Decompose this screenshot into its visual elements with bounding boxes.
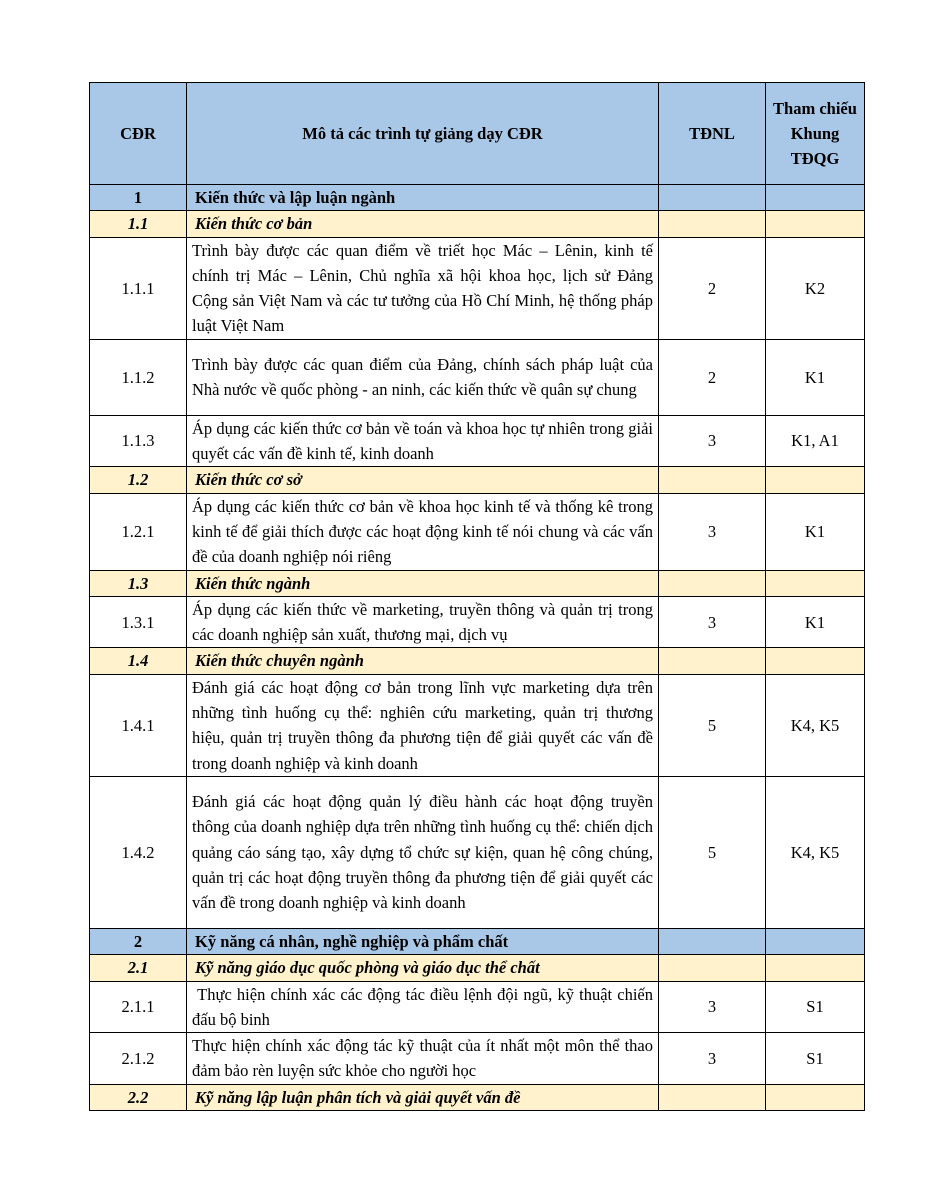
table-body — [90, 185, 865, 1111]
section-row — [90, 928, 865, 954]
outcome-code: 1.1.2 — [90, 339, 187, 415]
outcome-code: 1.4.1 — [90, 674, 187, 776]
header-level: TĐNL — [659, 83, 766, 185]
outcome-code: 1.2.1 — [90, 493, 187, 570]
table-row — [90, 339, 865, 415]
outcome-code: 1.4.2 — [90, 776, 187, 928]
subsection-code: 2.2 — [90, 1084, 187, 1110]
outcome-reference: K1 — [766, 339, 865, 415]
outcome-code: 1.1.1 — [90, 237, 187, 339]
section-title: Kỹ năng cá nhân, nghề nghiệp và phẩm chất — [187, 928, 659, 954]
subsection-title: Kiến thức cơ bản — [187, 211, 659, 237]
subsection-row — [90, 211, 865, 237]
outcome-description: Trình bày được các quan điểm của Đảng, chính sách pháp luật của Nhà nước về quốc phòng - an ninh, các kiến thức về quân sự chung — [187, 339, 659, 415]
header-code: CĐR — [90, 83, 187, 185]
outcome-level: 3 — [659, 415, 766, 467]
header-reference: Tham chiếu Khung TĐQG — [766, 83, 865, 185]
table-row — [90, 237, 865, 339]
subsection-row — [90, 467, 865, 493]
table-row — [90, 596, 865, 648]
section-row — [90, 185, 865, 211]
subsection-code: 1.1 — [90, 211, 187, 237]
section-code: 1 — [90, 185, 187, 211]
subsection-title: Kỹ năng giáo dục quốc phòng và giáo dục thể chất — [187, 955, 659, 981]
learning-outcomes-table — [89, 82, 865, 1111]
subsection-code: 1.4 — [90, 648, 187, 674]
outcome-reference: K4, K5 — [766, 776, 865, 928]
subsection-title: Kiến thức cơ sở — [187, 467, 659, 493]
outcome-code: 2.1.1 — [90, 981, 187, 1033]
table-row — [90, 981, 865, 1033]
subsection-code: 1.3 — [90, 570, 187, 596]
outcome-description: Thực hiện chính xác các động tác điều lệnh đội ngũ, kỹ thuật chiến đấu bộ binh — [187, 981, 659, 1033]
outcome-level: 5 — [659, 776, 766, 928]
outcome-reference: K1, A1 — [766, 415, 865, 467]
section-title: Kiến thức và lập luận ngành — [187, 185, 659, 211]
outcome-reference: K1 — [766, 493, 865, 570]
outcome-level: 5 — [659, 674, 766, 776]
outcome-description: Trình bày được các quan điểm về triết học Mác – Lênin, kinh tế chính trị Mác – Lênin, Chủ nghĩa xã hội khoa học, lịch sử Đảng Cộng sản Việt Nam và các tư tưởng của Hồ Chí Minh, hệ thống pháp luật Việt Nam — [187, 237, 659, 339]
table-header-row — [90, 83, 865, 185]
outcome-level: 2 — [659, 339, 766, 415]
table-row — [90, 674, 865, 776]
table-row — [90, 1033, 865, 1085]
outcome-reference: S1 — [766, 981, 865, 1033]
section-code: 2 — [90, 928, 187, 954]
outcome-level: 3 — [659, 981, 766, 1033]
outcome-reference: K1 — [766, 596, 865, 648]
outcome-description: Áp dụng các kiến thức cơ bản về khoa học kinh tế và thống kê trong kinh tế để giải thích được các hoạt động kinh tế nói chung và các vấn đề của doanh nghiệp nói riêng — [187, 493, 659, 570]
outcome-code: 1.3.1 — [90, 596, 187, 648]
subsection-row — [90, 1084, 865, 1110]
outcome-description: Đánh giá các hoạt động cơ bản trong lĩnh vực marketing dựa trên những tình huống cụ thể: nghiên cứu marketing, quản trị thương hiệu, quản trị truyền thông đa phương tiện để giải quyết các vấn đề trong doanh nghiệp và kinh doanh — [187, 674, 659, 776]
subsection-code: 1.2 — [90, 467, 187, 493]
outcome-reference: S1 — [766, 1033, 865, 1085]
table-row — [90, 776, 865, 928]
outcome-description: Thực hiện chính xác động tác kỹ thuật của ít nhất một môn thể thao đảm bảo rèn luyện sức khỏe cho người học — [187, 1033, 659, 1085]
outcome-level: 3 — [659, 596, 766, 648]
outcome-reference: K4, K5 — [766, 674, 865, 776]
header-description: Mô tả các trình tự giảng dạy CĐR — [187, 83, 659, 185]
outcome-code: 1.1.3 — [90, 415, 187, 467]
subsection-title: Kiến thức ngành — [187, 570, 659, 596]
outcome-code: 2.1.2 — [90, 1033, 187, 1085]
outcome-description: Áp dụng các kiến thức về marketing, truyền thông và quản trị trong các doanh nghiệp sản xuất, thương mại, dịch vụ — [187, 596, 659, 648]
outcome-description: Áp dụng các kiến thức cơ bản về toán và khoa học tự nhiên trong giải quyết các vấn đề kinh tế, kinh doanh — [187, 415, 659, 467]
table-row — [90, 415, 865, 467]
table-row — [90, 493, 865, 570]
subsection-row — [90, 648, 865, 674]
outcome-level: 3 — [659, 1033, 766, 1085]
outcome-level: 3 — [659, 493, 766, 570]
subsection-row — [90, 955, 865, 981]
outcome-level: 2 — [659, 237, 766, 339]
outcome-reference: K2 — [766, 237, 865, 339]
subsection-title: Kỹ năng lập luận phân tích và giải quyết vấn đề — [187, 1084, 659, 1110]
subsection-row — [90, 570, 865, 596]
subsection-title: Kiến thức chuyên ngành — [187, 648, 659, 674]
subsection-code: 2.1 — [90, 955, 187, 981]
outcome-description: Đánh giá các hoạt động quản lý điều hành các hoạt động truyền thông của doanh nghiệp dựa trên những tình huống cụ thể: chiến dịch quảng cáo sáng tạo, xây dựng tổ chức sự kiện, quan hệ công chúng, quản trị các hoạt động truyền thông đa phương tiện để giải quyết các vấn đề trong doanh nghiệp và kinh doanh — [187, 776, 659, 928]
